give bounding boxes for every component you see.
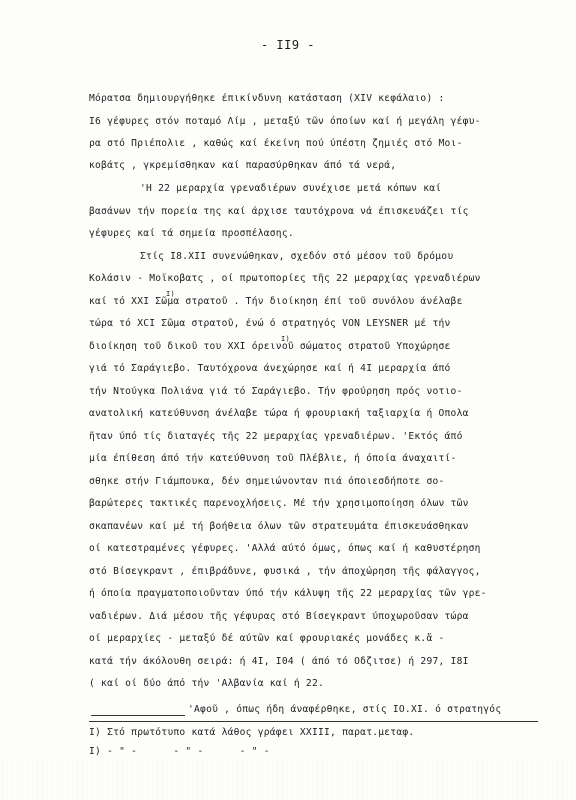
text-line: γιά τό Σαράγιεβο. Ταυτόχρονα άνεχώρησε καί ή 4Ι μεραρχία άπό xyxy=(89,363,451,374)
page-number: - II9 - xyxy=(260,38,316,52)
text-line: κατά τήν άκόλουθη σειρά: ή 4Ι, Ι04 ( άπό τό Οδζιτσε) ή 297, Ι8Ι xyxy=(89,656,469,667)
text-line: γέφυρες καί τά σημεία προσπέλασης. xyxy=(89,228,294,239)
text-line: οί μεραρχίες - μεταξύ δέ αύτῶν καί φρουριακές μονάδες κ.ἄ - xyxy=(89,633,445,644)
footnote: Ι) - " - - " - - " - xyxy=(89,746,270,757)
text-line: ανατολική κατεύθυνση άνέλαβε τώρα ή φρουριακή ταξιαρχία ή Οπολα xyxy=(89,408,469,419)
text-line: ρα στό Πριέπολιε , καθώς καί έκείνη πού ύπέστη ζημιές στό Μοι- xyxy=(89,138,463,149)
text-line: Ι6 γέφυρες στόν ποταμό Λίμ , μεταξύ τῶν όποίων καί ή μεγάλη γέφυ- xyxy=(89,116,481,127)
text-line: Μόρατσα δημιουργήθηκε έπικίνδυνη κατάσταση (XIV κεφάλαιο) : xyxy=(89,93,445,104)
text-line: 'Αφοῦ , όπως ήδη άναφέρθηκε, στίς ΙΟ.ΧΙ. ό στρατηγός xyxy=(188,704,502,715)
text-line: μία έπίθεση άπό τήν κατεύθυνση τοῦ Πλέβλιε, ή όποία άναχαιτί- xyxy=(89,453,457,464)
text-line: οί κατεστραμένες γέφυρες. 'Αλλά αύτό όμως, όπως καί ή καθυστέρηση xyxy=(89,543,481,554)
text-line: Κολάσιν - Μοϊκοβατς , οί πρωτοπορίες τῆς 22 μεραρχίας γρεναδιέρων xyxy=(89,273,481,284)
footnote: Ι) Στό πρωτότυπο κατά λάθος γράφει ΧΧΙΙΙ, παρατ.μεταφ. xyxy=(89,727,415,738)
text-line: ( καί οί δύο άπό τήν 'Αλβανία καί ή 22. xyxy=(89,678,325,689)
text-line: βασάνων τήν πορεία της καί άρχισε ταυτόχρονα νά έπισκευάζει τίς xyxy=(89,206,469,217)
text-line: τήν Ντούγκα Πολιάνα γιά τό Σαράγιεβο. Τήν φρούρηση πρός νοτιο- xyxy=(89,386,463,397)
text-line: 'Η 22 μεραρχία γρεναδιέρων συνέχισε μετά κόπων καί xyxy=(140,183,442,194)
text-line: σθηκε στήν Γιάμπουκα, δέν σημειώνονταν πιά όποιεσδήποτε σο- xyxy=(89,476,445,487)
text-line: βαρώτερες τακτικές παρενοχλήσεις. Μέ τήν χρησιμοποίηση όλων τῶν xyxy=(89,498,469,509)
scan-noise xyxy=(0,760,576,800)
footnote-marker: I) xyxy=(281,335,290,343)
text-line: ῆταν ύπό τίς διαταγές τῆς 22 μεραρχίας γρεναδιέρων. 'Εκτός άπό xyxy=(89,431,463,442)
footnote-marker: I) xyxy=(166,290,175,298)
text-line: τώρα τό ΧCΙ Σῶμα στρατοῦ, ένώ ό στρατηγός VON LEYSNER μέ τήν xyxy=(89,318,451,329)
text-line: ναδιέρων. Διά μέσου τῆς γέφυρας στό Βίσεγκραντ ύποχωροῦσαν τώρα xyxy=(89,611,469,622)
text-line: σκαπανέων καί μέ τή βοήθεια όλων τῶν στρατευμάτα έπισκευάσθηκαν xyxy=(89,521,469,532)
text-line: καί τό ΧΧΙ Σῶμα στρατοῦ . Τήν διοίκηση έπί τοῦ συνόλου άνέλαβε xyxy=(89,296,463,307)
footnote-separator xyxy=(89,721,538,722)
text-line: Στίς Ι8.ΧΙΙ συνενώθηκαν, σχεδόν στό μέσον τοῦ δρόμου xyxy=(140,251,454,262)
text-line: στό Βίσεγκραντ , έπιβράδυνε, φυσικά , τήν άποχώρηση τῆς φάλαγγος, xyxy=(89,566,481,577)
text-line: διοίκηση τοῦ δικοῦ του ΧΧΙ όρεινοῦ σώματος στρατοῦ Υποχώρησε xyxy=(89,341,451,352)
footnote-rule xyxy=(91,715,185,716)
text-line: κοβάτς , γκρεμίσθηκαν καί παρασύρθηκαν άπό τά νερά, xyxy=(89,160,397,171)
text-line: ή όποία πραγματοποιοῦνταν ύπό τήν κάλυψη τῆς 22 μεραρχίας τῶν γρε- xyxy=(89,588,487,599)
